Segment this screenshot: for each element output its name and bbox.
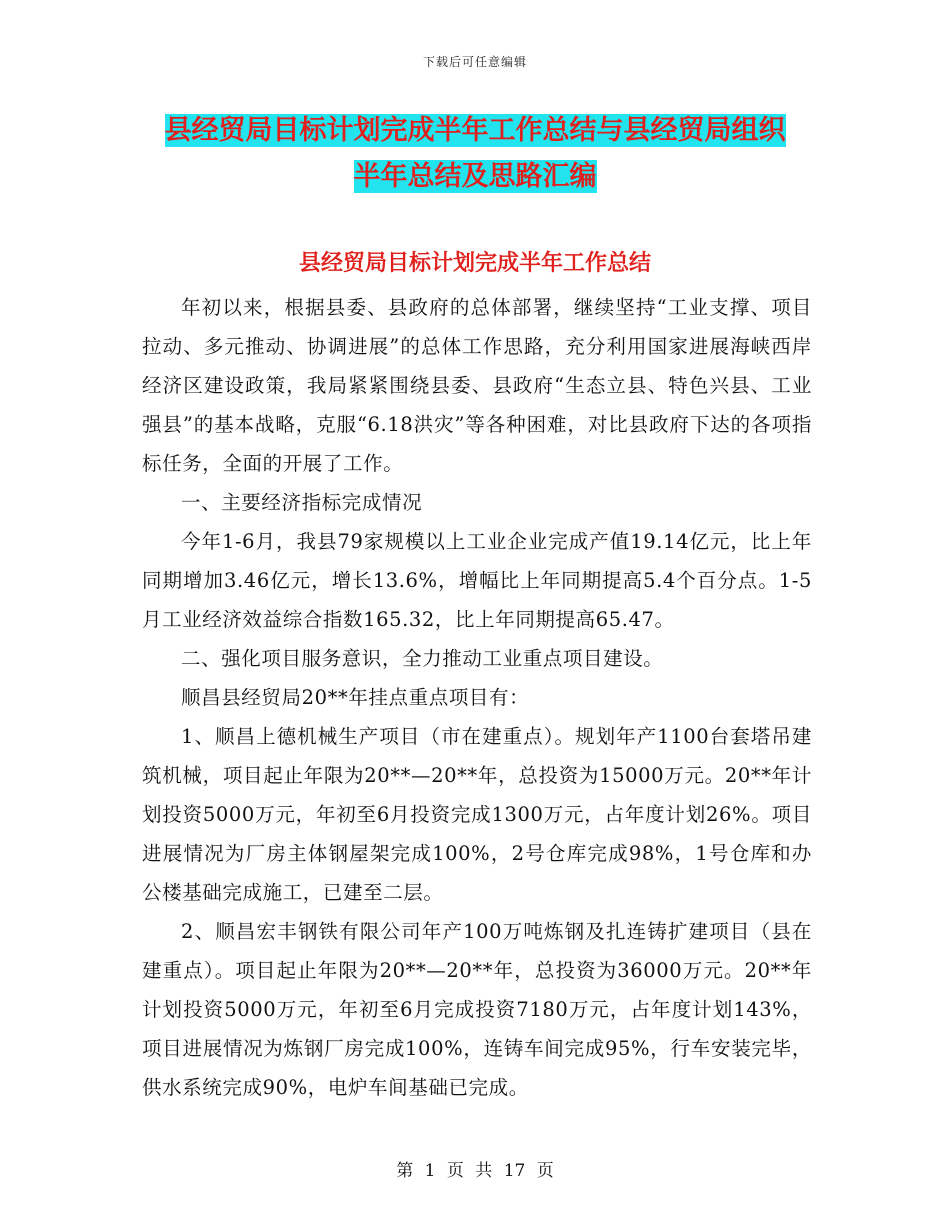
- heading-economic-indicators: 一、主要经济指标完成情况: [181, 491, 423, 514]
- document-title-line-1: 县经贸局目标计划完成半年工作总结与县经贸局组织: [164, 115, 786, 146]
- document-title-line-2: 半年总结及思路汇编: [353, 161, 597, 192]
- paragraph-project-list-intro: 顺昌县经贸局20**年挂点重点项目有：: [181, 686, 530, 709]
- paragraph-economic-indicators: 今年1-6月，我县79家规模以上工业企业完成产值19.14亿元，比上年同期增加3.46亿元，增长13.6%，增幅比上年同期提高5.4个百分点。1-5月工业经济效益综合指数165.32，比上年同期提高65.47。: [142, 530, 812, 631]
- body-text: [142, 288, 812, 1107]
- page-header-note: 下载后可任意编辑: [422, 55, 527, 69]
- section-title: 县经贸局目标计划完成半年工作总结: [298, 251, 651, 276]
- document-title: [150, 108, 800, 200]
- paragraph-project-1: 1、顺昌上德机械生产项目（市在建重点）。规划年产1100台套塔吊建筑机械，项目起止年限为20**—20**年，总投资为15000万元。20**年计划投资5000万元，年初至6月投资完成1300万元，占年度计划26%。项目进展情况为厂房主体钢屋架完成100%，2号仓库完成98%，1号仓库和办公楼基础完成施工，已建至二层。: [142, 725, 812, 904]
- page-number: 第 1 页 共 17 页: [396, 1161, 554, 1181]
- heading-project-service: 二、强化项目服务意识，全力推动工业重点项目建设。: [181, 647, 664, 670]
- paragraph-intro: 年初以来，根据县委、县政府的总体部署，继续坚持“工业支撑、项目拉动、多元推动、协调进展”的总体工作思路，充分利用国家进展海峡西岸经济区建设政策，我局紧紧围绕县委、县政府“生态立县、特色兴县、工业强县”的基本战略，克服“6.18洪灾”等各种困难，对比县政府下达的各项指标任务，全面的开展了工作。: [142, 296, 812, 475]
- paragraph-project-2: 2、顺昌宏丰钢铁有限公司年产100万吨炼钢及扎连铸扩建项目（县在建重点）。项目起止年限为20**—20**年，总投资为36000万元。20**年计划投资5000万元，年初至6月完成投资7180万元，占年度计划143%，项目进展情况为炼钢厂房完成100%，连铸车间完成95%，行车安装完毕，供水系统完成90%，电炉车间基础已完成。: [142, 920, 812, 1099]
